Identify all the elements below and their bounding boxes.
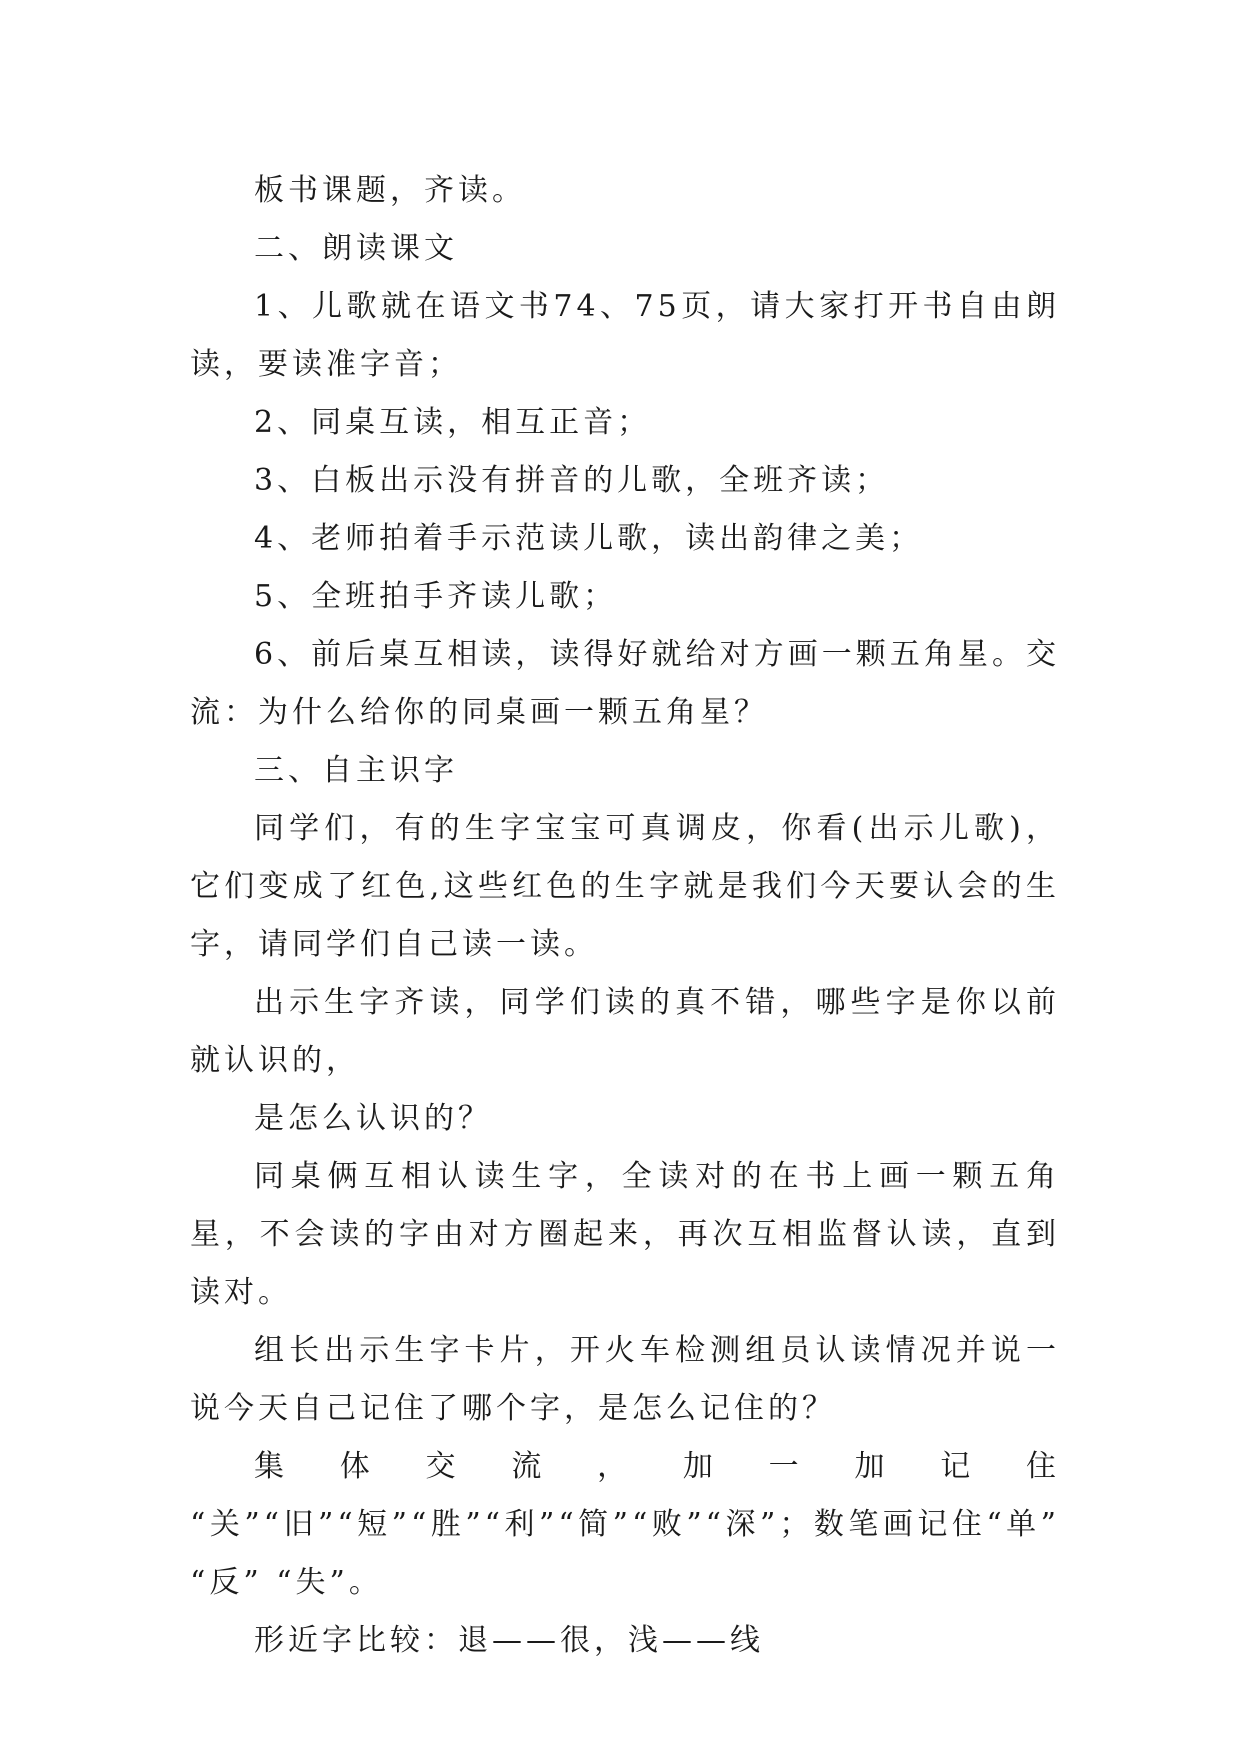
paragraph: 出示生字齐读，同学们读的真不错，哪些字是你以前就认识的，: [190, 985, 1060, 1078]
paragraph: 2、同桌互读，相互正音；: [254, 405, 652, 440]
paragraph: 集体交流，加一加记住 “关”“旧”“短”“胜”“利”“简”“败”“深”；数笔画记住“单” “反” “失”。: [190, 1449, 1060, 1600]
paragraph: 形近字比较：退——很，浅——线: [254, 1623, 764, 1658]
paragraph: 6、前后桌互相读，读得好就给对方画一颗五角星。交流：为什么给你的同桌画一颗五角星？: [190, 637, 1060, 730]
section-heading: 三、自主识字: [254, 753, 458, 788]
paragraph: 板书课题，齐读。: [254, 173, 526, 208]
paragraph: 同学们，有的生字宝宝可真调皮，你看(出示儿歌)，它们变成了红色,这些红色的生字就是我们今天要认会的生字，请同学们自己读一读。: [190, 811, 1060, 962]
paragraph: 1、儿歌就在语文书74、75页，请大家打开书自由朗读，要读准字音；: [190, 289, 1060, 382]
paragraph: 同桌俩互相认读生字，全读对的在书上画一颗五角星，不会读的字由对方圈起来，再次互相监督认读，直到读对。: [190, 1159, 1060, 1310]
paragraph: 5、全班拍手齐读儿歌；: [254, 579, 618, 614]
paragraph: 是怎么认识的？: [254, 1101, 492, 1136]
paragraph: 3、白板出示没有拼音的儿歌，全班齐读；: [254, 463, 890, 498]
paragraph: 组长出示生字卡片，开火车检测组员认读情况并说一说今天自己记住了哪个字，是怎么记住的？: [190, 1333, 1060, 1426]
document-body: [190, 162, 1060, 1670]
paragraph: 4、老师拍着手示范读儿歌，读出韵律之美；: [254, 521, 924, 556]
section-heading: 二、朗读课文: [254, 231, 458, 266]
